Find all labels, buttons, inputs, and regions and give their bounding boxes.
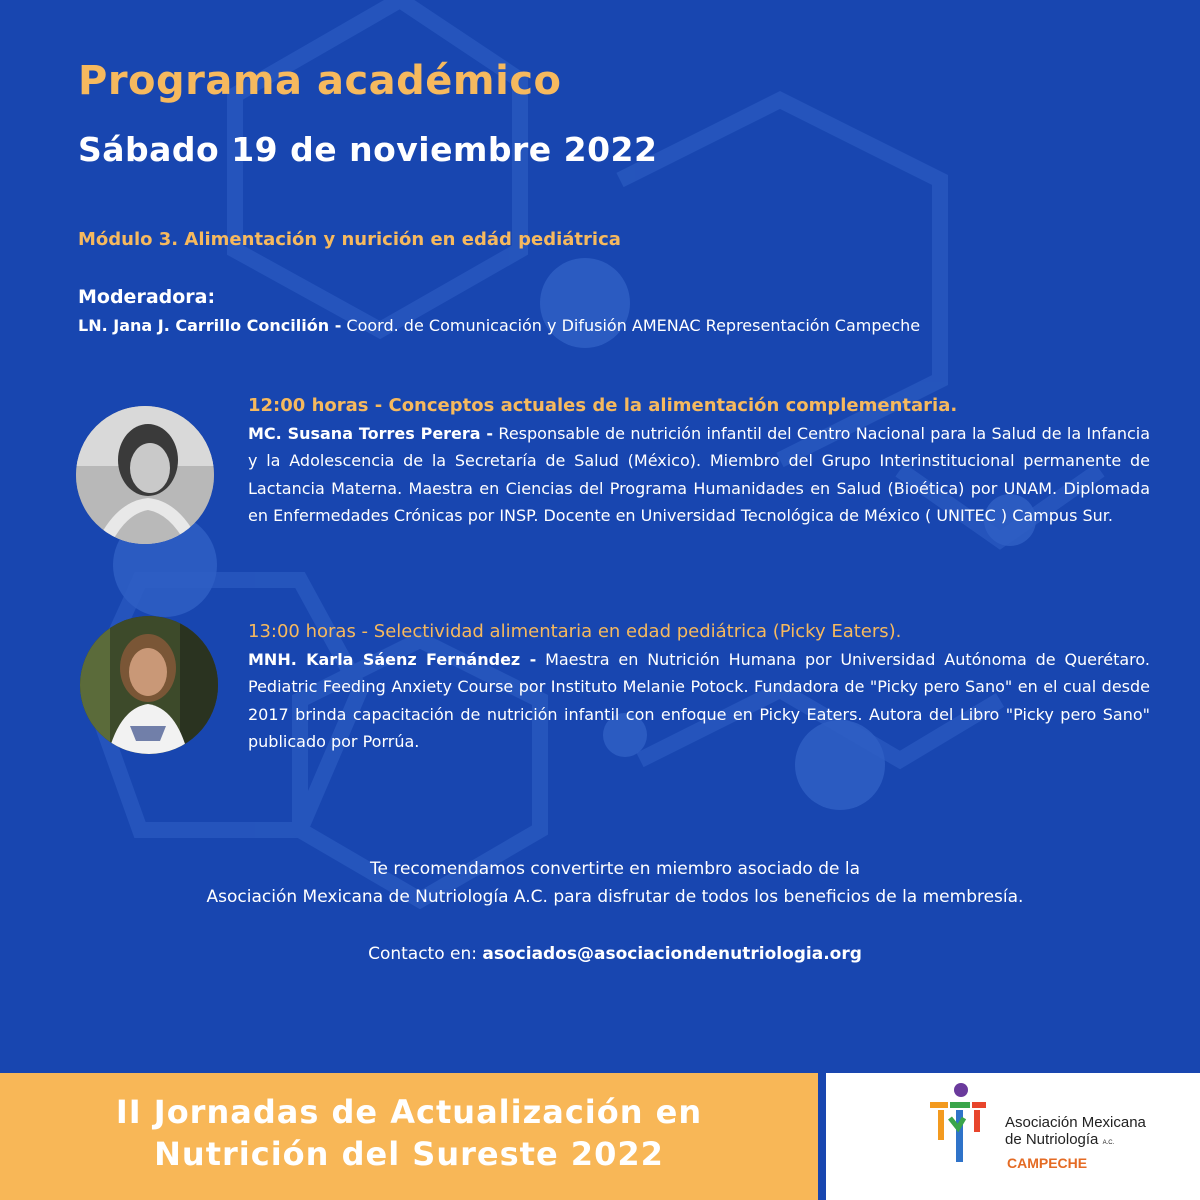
logo-line-2: de Nutriología A.C. (1005, 1131, 1115, 1148)
speaker-photo-susana (76, 406, 214, 544)
speaker-photo-karla (80, 616, 218, 754)
talk-1-bio: Responsable de nutrición infantil del Centro Nacional para la Salud de la Infancia y la Adolescencia de la Secretaría de Salud (México). Miembro del Grupo Interinstitucional permanente de Lactancia Materna. Maestra en Ciencias del Programa Humanidades en Salud (Bioética) por UNAM. Diplomada en Enfermedades Crónicas por INSP. Docente en Universidad Tecnológica de México ( UNITEC ) Campus Sur. (248, 423, 1151, 525)
talk-2-speaker: MNH. Karla Sáenz Fernández - (248, 649, 537, 669)
event-date: Sábado 19 de noviembre 2022 (78, 130, 658, 169)
footer-event-line-1: II Jornadas de Actualización en (115, 1093, 703, 1131)
talk-1-time-title: 12:00 horas - Conceptos actuales de la alimentación complementaria. (248, 395, 958, 416)
moderator-role: Coord. de Comunicación y Difusión AMENAC Representación Campeche (341, 316, 921, 335)
membership-recommendation (0, 855, 1200, 911)
logo-ac: A.C. (1102, 1140, 1115, 1146)
contact-line (0, 944, 1200, 964)
logo-line-1: Asociación Mexicana (1005, 1114, 1146, 1131)
talk-2 (248, 618, 1150, 756)
page-title: Programa académico (78, 58, 562, 104)
module-title: Módulo 3. Alimentación y nurición en edád pediátrica (78, 229, 621, 250)
footer-event-title (0, 1091, 818, 1175)
recommendation-line-1: Te recomendamos convertirte en miembro asociado de la (369, 859, 861, 879)
contact-email-link[interactable]: asociados@asociaciondenutriologia.org (482, 944, 862, 964)
association-logo-name (1005, 1114, 1146, 1152)
footer-event-line-2: Nutrición del Sureste 2022 (154, 1135, 664, 1173)
logo-city: CAMPECHE (1007, 1155, 1088, 1171)
recommendation-line-2: Asociación Mexicana de Nutriología A.C. para disfrutar de todos los beneficios de la membresía. (206, 887, 1024, 907)
talk-2-bio: Maestra en Nutrición Humana por Universidad Autónoma de Querétaro. Pediatric Feeding Anxiety Course por Instituto Melanie Potock. Fundadora de "Picky pero Sano" en el cual desde 2017 brinda capacitación de nutrición infantil con enfoque en Picky Eaters. Autora del Libro "Picky pero Sano" publicado por Porrúa. (248, 649, 1150, 751)
moderator-label: Moderadora: (78, 286, 216, 308)
talk-1-speaker: MC. Susana Torres Perera - (248, 423, 494, 443)
association-logo-icon (928, 1078, 988, 1170)
talk-1 (248, 392, 1150, 530)
talk-2-time-title: 13:00 horas - Selectividad alimentaria en edad pediátrica (Picky Eaters). (248, 621, 902, 642)
talk-1-description (248, 420, 1150, 530)
moderator-name: LN. Jana J. Carrillo Concilión - (78, 316, 342, 335)
moderator-line (78, 316, 1168, 335)
contact-label: Contacto en: (368, 944, 483, 964)
talk-2-description (248, 646, 1150, 756)
